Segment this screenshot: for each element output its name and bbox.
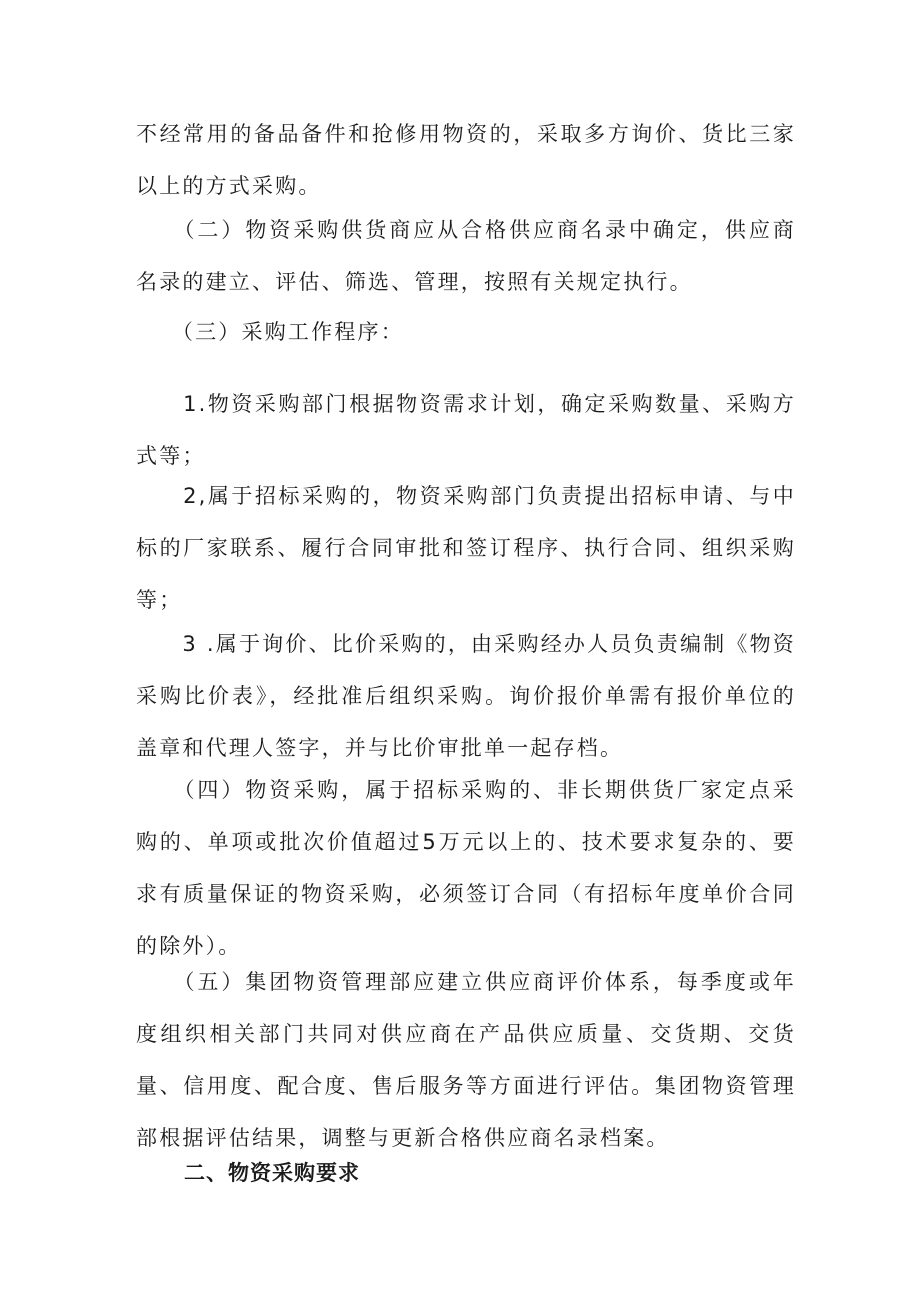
paragraph-contract-rule: （四）物资采购，属于招标采购的、非长期供货厂家定点采购的、单项或批次价值超过5万元以上的、技术要求复杂的、要求有质量保证的物资采购，必须签订合同（有招标年度单价合同的除外）。 [136,778,796,958]
section-heading: 二、物资采购要求 [184,1161,360,1185]
paragraph-continuation: 不经常用的备品备件和抢修用物资的，采取多方询价、货比三家以上的方式采购。 [136,122,796,198]
paragraph-step-1: 1.物资采购部门根据物资需求计划，确定采购数量、采购方式等； [136,392,796,468]
paragraph-supplier-evaluation: （五）集团物资管理部应建立供应商评价体系，每季度或年度组织相关部门共同对供应商在产品供应质量、交货期、交货量、信用度、配合度、售后服务等方面进行评估。集团物资管理部根据评估结果，调整与更新合格供应商名录档案。 [136,970,796,1150]
paragraph-procedure-title: （三）采购工作程序： [136,320,404,344]
paragraph-supplier-list: （二）物资采购供货商应从合格供应商名录中确定，供应商名录的建立、评估、筛选、管理，按照有关规定执行。 [136,218,796,294]
paragraph-step-2: 2,属于招标采购的，物资采购部门负责提出招标申请、与中标的厂家联系、履行合同审批和签订程序、执行合同、组织采购等； [136,484,796,612]
paragraph-step-3: 3 .属于询价、比价采购的，由采购经办人员负责编制《物资采购比价表》，经批准后组织采购。询价报价单需有报价单位的盖章和代理人签字，并与比价审批单一起存档。 [136,632,796,760]
